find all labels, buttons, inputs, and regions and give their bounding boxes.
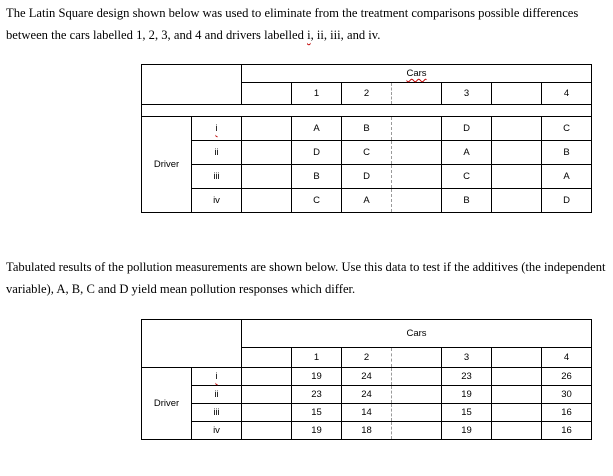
measurement-cell: 23 — [442, 368, 492, 386]
treatment-cell: A — [342, 189, 392, 213]
treatment-cell: A — [442, 141, 492, 165]
spacer-cell — [492, 386, 542, 404]
measurement-cell: 30 — [542, 386, 592, 404]
spacer-cell — [242, 348, 292, 368]
car-number: 4 — [542, 348, 592, 368]
cars-header: Cars — [242, 320, 592, 348]
spacer-cell — [392, 141, 442, 165]
measurement-cell: 18 — [342, 422, 392, 440]
driver-id: ii — [192, 386, 242, 404]
treatment-cell: B — [442, 189, 492, 213]
car-number: 1 — [292, 348, 342, 368]
spacer-cell — [392, 165, 442, 189]
measurement-cell: 19 — [442, 386, 492, 404]
measurement-cell: 14 — [342, 404, 392, 422]
car-number: 3 — [442, 83, 492, 105]
treatment-cell: D — [292, 141, 342, 165]
treatment-cell: C — [542, 117, 592, 141]
driver-id: iv — [192, 189, 242, 213]
driver-label: Driver — [142, 368, 192, 440]
driver-id: i — [192, 117, 242, 141]
instructions-paragraph: Tabulated results of the pollution measurements are shown below. Use this data to test if the additives (the independent variable), A, B, C and D yield mean pollution responses which differ. — [6, 260, 606, 296]
car-number: 1 — [292, 83, 342, 105]
driver-id: iii — [192, 404, 242, 422]
corner-cell — [142, 320, 242, 368]
car-number: 3 — [442, 348, 492, 368]
measurement-cell: 16 — [542, 404, 592, 422]
spacer-cell — [492, 348, 542, 368]
spacer-cell — [392, 386, 442, 404]
spacer-cell — [492, 141, 542, 165]
car-number: 2 — [342, 348, 392, 368]
spacer-cell — [242, 117, 292, 141]
measurement-cell: 24 — [342, 368, 392, 386]
measurement-cell: 16 — [542, 422, 592, 440]
spacer-cell — [392, 422, 442, 440]
spacer-cell — [242, 368, 292, 386]
spacer-cell — [242, 165, 292, 189]
driver-id: iv — [192, 422, 242, 440]
pollution-results-table — [141, 319, 592, 440]
measurement-cell: 19 — [442, 422, 492, 440]
spacer-cell — [242, 422, 292, 440]
treatment-cell: B — [542, 141, 592, 165]
measurement-cell: 15 — [292, 404, 342, 422]
treatment-cell: A — [292, 117, 342, 141]
spacer-cell — [242, 189, 292, 213]
driver-id: ii — [192, 141, 242, 165]
spacer-cell — [242, 404, 292, 422]
measurement-cell: 19 — [292, 368, 342, 386]
treatment-cell: C — [342, 141, 392, 165]
spacer-cell — [392, 404, 442, 422]
treatment-cell: B — [292, 165, 342, 189]
spacer-cell — [392, 117, 442, 141]
intro-text-end: , ii, iii, and iv. — [310, 28, 381, 42]
spacer-cell — [492, 368, 542, 386]
car-number: 4 — [542, 83, 592, 105]
measurement-cell: 23 — [292, 386, 342, 404]
spacer-cell — [242, 141, 292, 165]
spacer-cell — [392, 83, 442, 105]
intro-text: The Latin Square design shown below was used to eliminate from the treatment comparisons possible differences between the cars labelled 1, 2, 3, and 4 and drivers labelled — [6, 6, 579, 42]
measurement-cell: 19 — [292, 422, 342, 440]
treatment-cell: D — [442, 117, 492, 141]
corner-cell — [142, 65, 242, 105]
latin-square-table — [141, 64, 592, 213]
spacer-cell — [492, 189, 542, 213]
intro-paragraph — [6, 2, 606, 46]
driver-id: iii — [192, 165, 242, 189]
spacer-cell — [492, 117, 542, 141]
spacer-cell — [492, 83, 542, 105]
treatment-cell: D — [542, 189, 592, 213]
spacer-row — [142, 105, 592, 117]
spacer-cell — [492, 404, 542, 422]
spacer-cell — [242, 386, 292, 404]
spacer-cell — [492, 165, 542, 189]
cars-header: Cars — [242, 65, 592, 83]
spacer-cell — [392, 368, 442, 386]
treatment-cell: C — [292, 189, 342, 213]
measurement-cell: 26 — [542, 368, 592, 386]
measurement-cell: 24 — [342, 386, 392, 404]
spacer-cell — [492, 422, 542, 440]
treatment-cell: D — [342, 165, 392, 189]
treatment-cell: A — [542, 165, 592, 189]
spacer-cell — [392, 348, 442, 368]
spacer-cell — [392, 189, 442, 213]
treatment-cell: C — [442, 165, 492, 189]
driver-label: Driver — [142, 117, 192, 213]
spacer-cell — [242, 83, 292, 105]
measurement-cell: 15 — [442, 404, 492, 422]
treatment-cell: B — [342, 117, 392, 141]
driver-id: i — [192, 368, 242, 386]
intro-flagged-driver: i — [307, 28, 311, 42]
car-number: 2 — [342, 83, 392, 105]
